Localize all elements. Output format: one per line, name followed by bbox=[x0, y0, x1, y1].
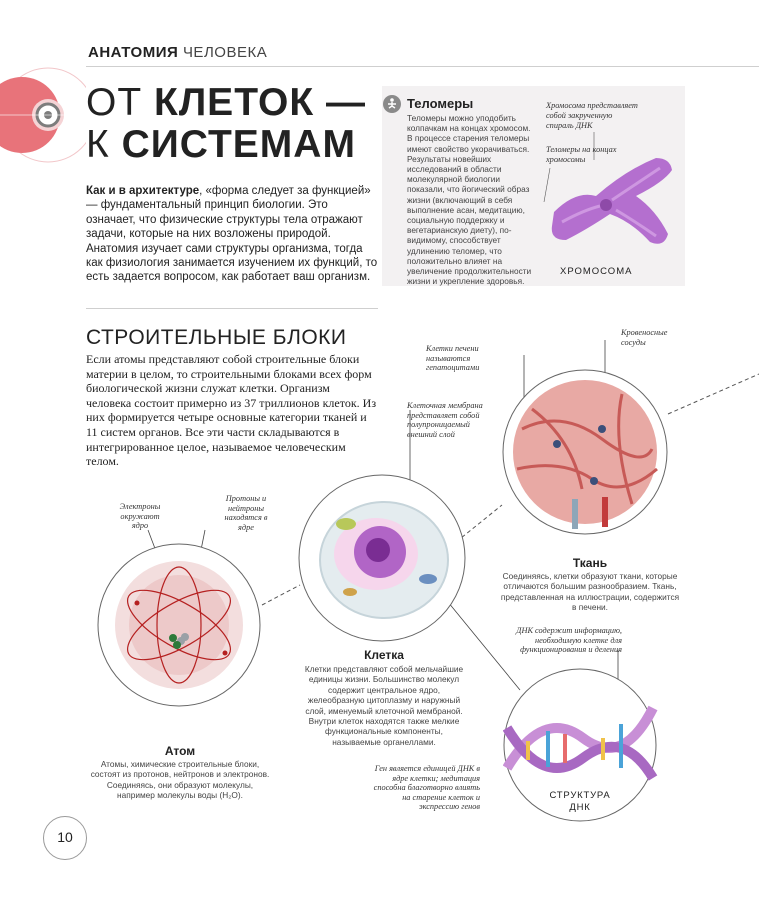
cell-image bbox=[298, 474, 466, 642]
chromosome-caption: Хромосома представляет собой закрученную спираль ДНК bbox=[546, 101, 638, 130]
header-label: АНАТОМИЯ ЧЕЛОВЕКА bbox=[88, 44, 268, 61]
chromosome-label: ХРОМОСОМА bbox=[560, 266, 633, 277]
atom-image bbox=[97, 543, 262, 708]
page-title: ОТ КЛЕТОК — К СИСТЕМАМ bbox=[86, 81, 367, 166]
tissue-description: Соединяясь, клетки образуют ткани, которые отличаются большим разнообразием. Ткань, представленная на иллюстрации, содержится в печени. bbox=[500, 571, 680, 613]
section-paragraph: Если атомы представляют собой строительные блоки материи в целом, то строительными блоками всех форм биологической жизни служат клетки. Организм человека состоит примерно из 37 триллионов клеток. Из них формируется четыре основные категории тканей и 11 систем органов. Все эти части складываются в интегрированное целое, называемое человеческим телом. bbox=[86, 352, 377, 469]
atom-title: Атом bbox=[164, 744, 196, 758]
dna-label: СТРУКТУРА ДНК bbox=[549, 790, 611, 813]
dna-gene-caption: Ген является единицей ДНК в ядре клетки; медитация способна благотворно влиять на старение клеток и экспрессию генов bbox=[373, 764, 480, 812]
atom-description: Атомы, химические строительные блоки, состоят из протонов, нейтронов и электронов. Соединяясь, они образуют молекулы, например молекулы воды (H₂O). bbox=[90, 759, 270, 801]
tissue-liver-caption: Клетки печени называются гепатоцитами bbox=[426, 344, 480, 373]
telomeres-caption: Теломеры на концах хромосомы bbox=[546, 145, 617, 164]
section-title: СТРОИТЕЛЬНЫЕ БЛОКИ bbox=[86, 326, 347, 349]
tissue-title: Ткань bbox=[572, 556, 608, 570]
cell-membrane-caption: Клеточная мембрана представляет собой полупроницаемый внешний слой bbox=[407, 401, 483, 439]
telomeres-title: Теломеры bbox=[407, 96, 474, 111]
intro-paragraph: Как и в архитектуре, «форма следует за функцией» — фундаментальный принцип биологии. Это означает, что физические структуры тела отражают задачи, которые на них возложены природой. Анатомия изучает сами структуры организма, тогда как физиология занимается изучением их функций, то есть задается вопросом, как работает ваш организм. bbox=[86, 185, 378, 284]
page-number: 10 bbox=[57, 829, 73, 845]
telomeres-text: Теломеры можно уподобить колпачкам на концах хромосом. В процессе старения теломеры имеют свойство укорачиваться. Результаты новейших исследований в области молекулярной биологии показали, что йогический образ жизни (включающий в себя выполнение асан, медитацию, социальную поддержку и вегетарианскую диету), по-видимому, способствует удлинению теломер, что положительно влияет на увеличение продолжительности жизни и укрепление здоровья. bbox=[407, 113, 532, 287]
atom-electrons-caption: Электроны окружают ядро bbox=[119, 502, 161, 531]
tissue-vessels-caption: Кровеносные сосуды bbox=[621, 328, 668, 347]
atom-protons-caption: Протоны и нейтроны находятся в ядре bbox=[224, 494, 268, 532]
dna-info-caption: ДНК содержит информацию, необходимую клетке для функционирования и деления bbox=[516, 626, 622, 655]
cell-description: Клетки представляют собой мельчайшие единицы жизни. Большинство молекул содержит центральное ядро, желеобразную цитоплазму и наружный слой, именуемый клеточной мембраной. Внутри клеток находятся также мелкие функциональные компоненты, называемые органеллами. bbox=[304, 664, 464, 747]
tissue-image bbox=[502, 369, 669, 536]
cell-title: Клетка bbox=[364, 648, 404, 662]
